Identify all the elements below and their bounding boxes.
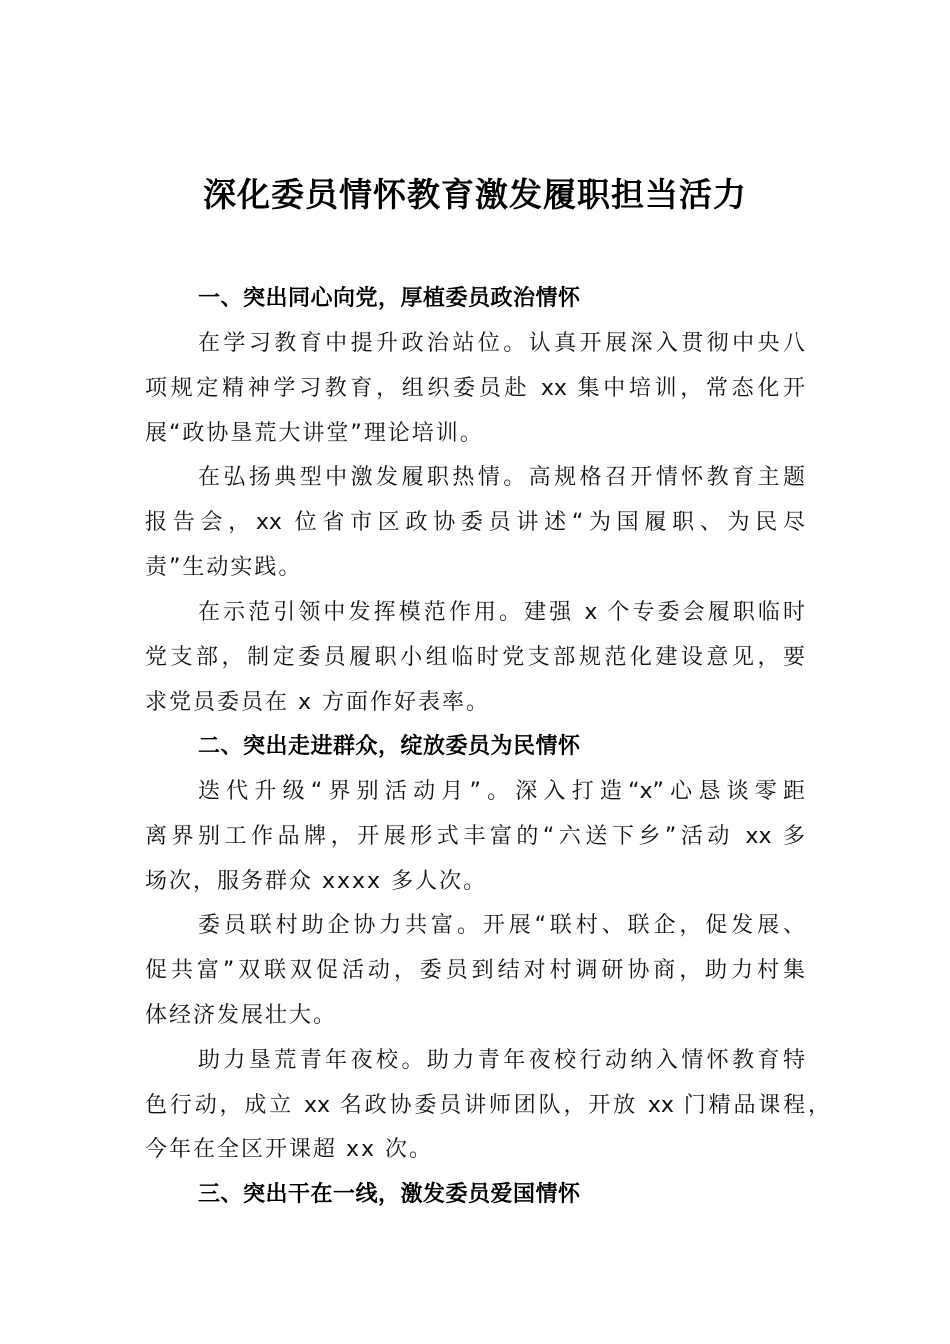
paragraph-line: 展“政协垦荒大讲堂”理论培训。: [145, 421, 484, 446]
paragraph-line: 体经济发展壮大。: [145, 1003, 338, 1028]
paragraph-line: 责”生动实践。: [145, 555, 303, 580]
section-heading-3: 三、突出干在一线，激发委员爱国情怀: [198, 1182, 581, 1207]
paragraph-line: 项规定精神学习教育，组织委员赴 xx 集中培训，常态化开: [145, 376, 805, 401]
document-title: 深化委员情怀教育激发履职担当活力: [203, 175, 747, 214]
paragraph-line: 促共富”双联双促活动，委员到结对村调研协商，助力村集: [145, 958, 805, 983]
paragraph-line: 委员联村助企协力共富。开展“联村、联企，促发展、: [198, 913, 805, 938]
paragraph-line: 在弘扬典型中激发履职热情。高规格召开情怀教育主题: [198, 465, 805, 490]
paragraph-line: 报告会，xx 位省市区政协委员讲述“为国履职、为民尽: [145, 510, 805, 535]
paragraph-line: 今年在全区开课超 xx 次。: [145, 1137, 434, 1162]
paragraph-line: 在示范引领中发挥模范作用。建强 x 个专委会履职临时: [198, 600, 805, 625]
paragraph-line: 离界别工作品牌，开展形式丰富的“六送下乡”活动 xx 多: [145, 824, 805, 849]
paragraph-line: 党支部，制定委员履职小组临时党支部规范化建设意见，要: [145, 645, 805, 670]
section-heading-1: 一、突出同心向党，厚植委员政治情怀: [198, 286, 581, 311]
paragraph-line: 迭代升级“界别活动月”。深入打造“x”心恳谈零距: [198, 779, 805, 804]
paragraph-line: 场次，服务群众 xxxx 多人次。: [145, 869, 488, 894]
section-heading-2: 二、突出走进群众，绽放委员为民情怀: [198, 734, 581, 759]
paragraph-line: 在学习教育中提升政治站位。认真开展深入贯彻中央八: [198, 331, 805, 356]
paragraph-line: 助力垦荒青年夜校。助力青年夜校行动纳入情怀教育特: [198, 1048, 805, 1073]
paragraph-line: 求党员委员在 x 方面作好表率。: [145, 690, 491, 715]
paragraph-line: 色行动，成立 xx 名政协委员讲师团队，开放 xx 门精品课程，: [145, 1093, 830, 1118]
